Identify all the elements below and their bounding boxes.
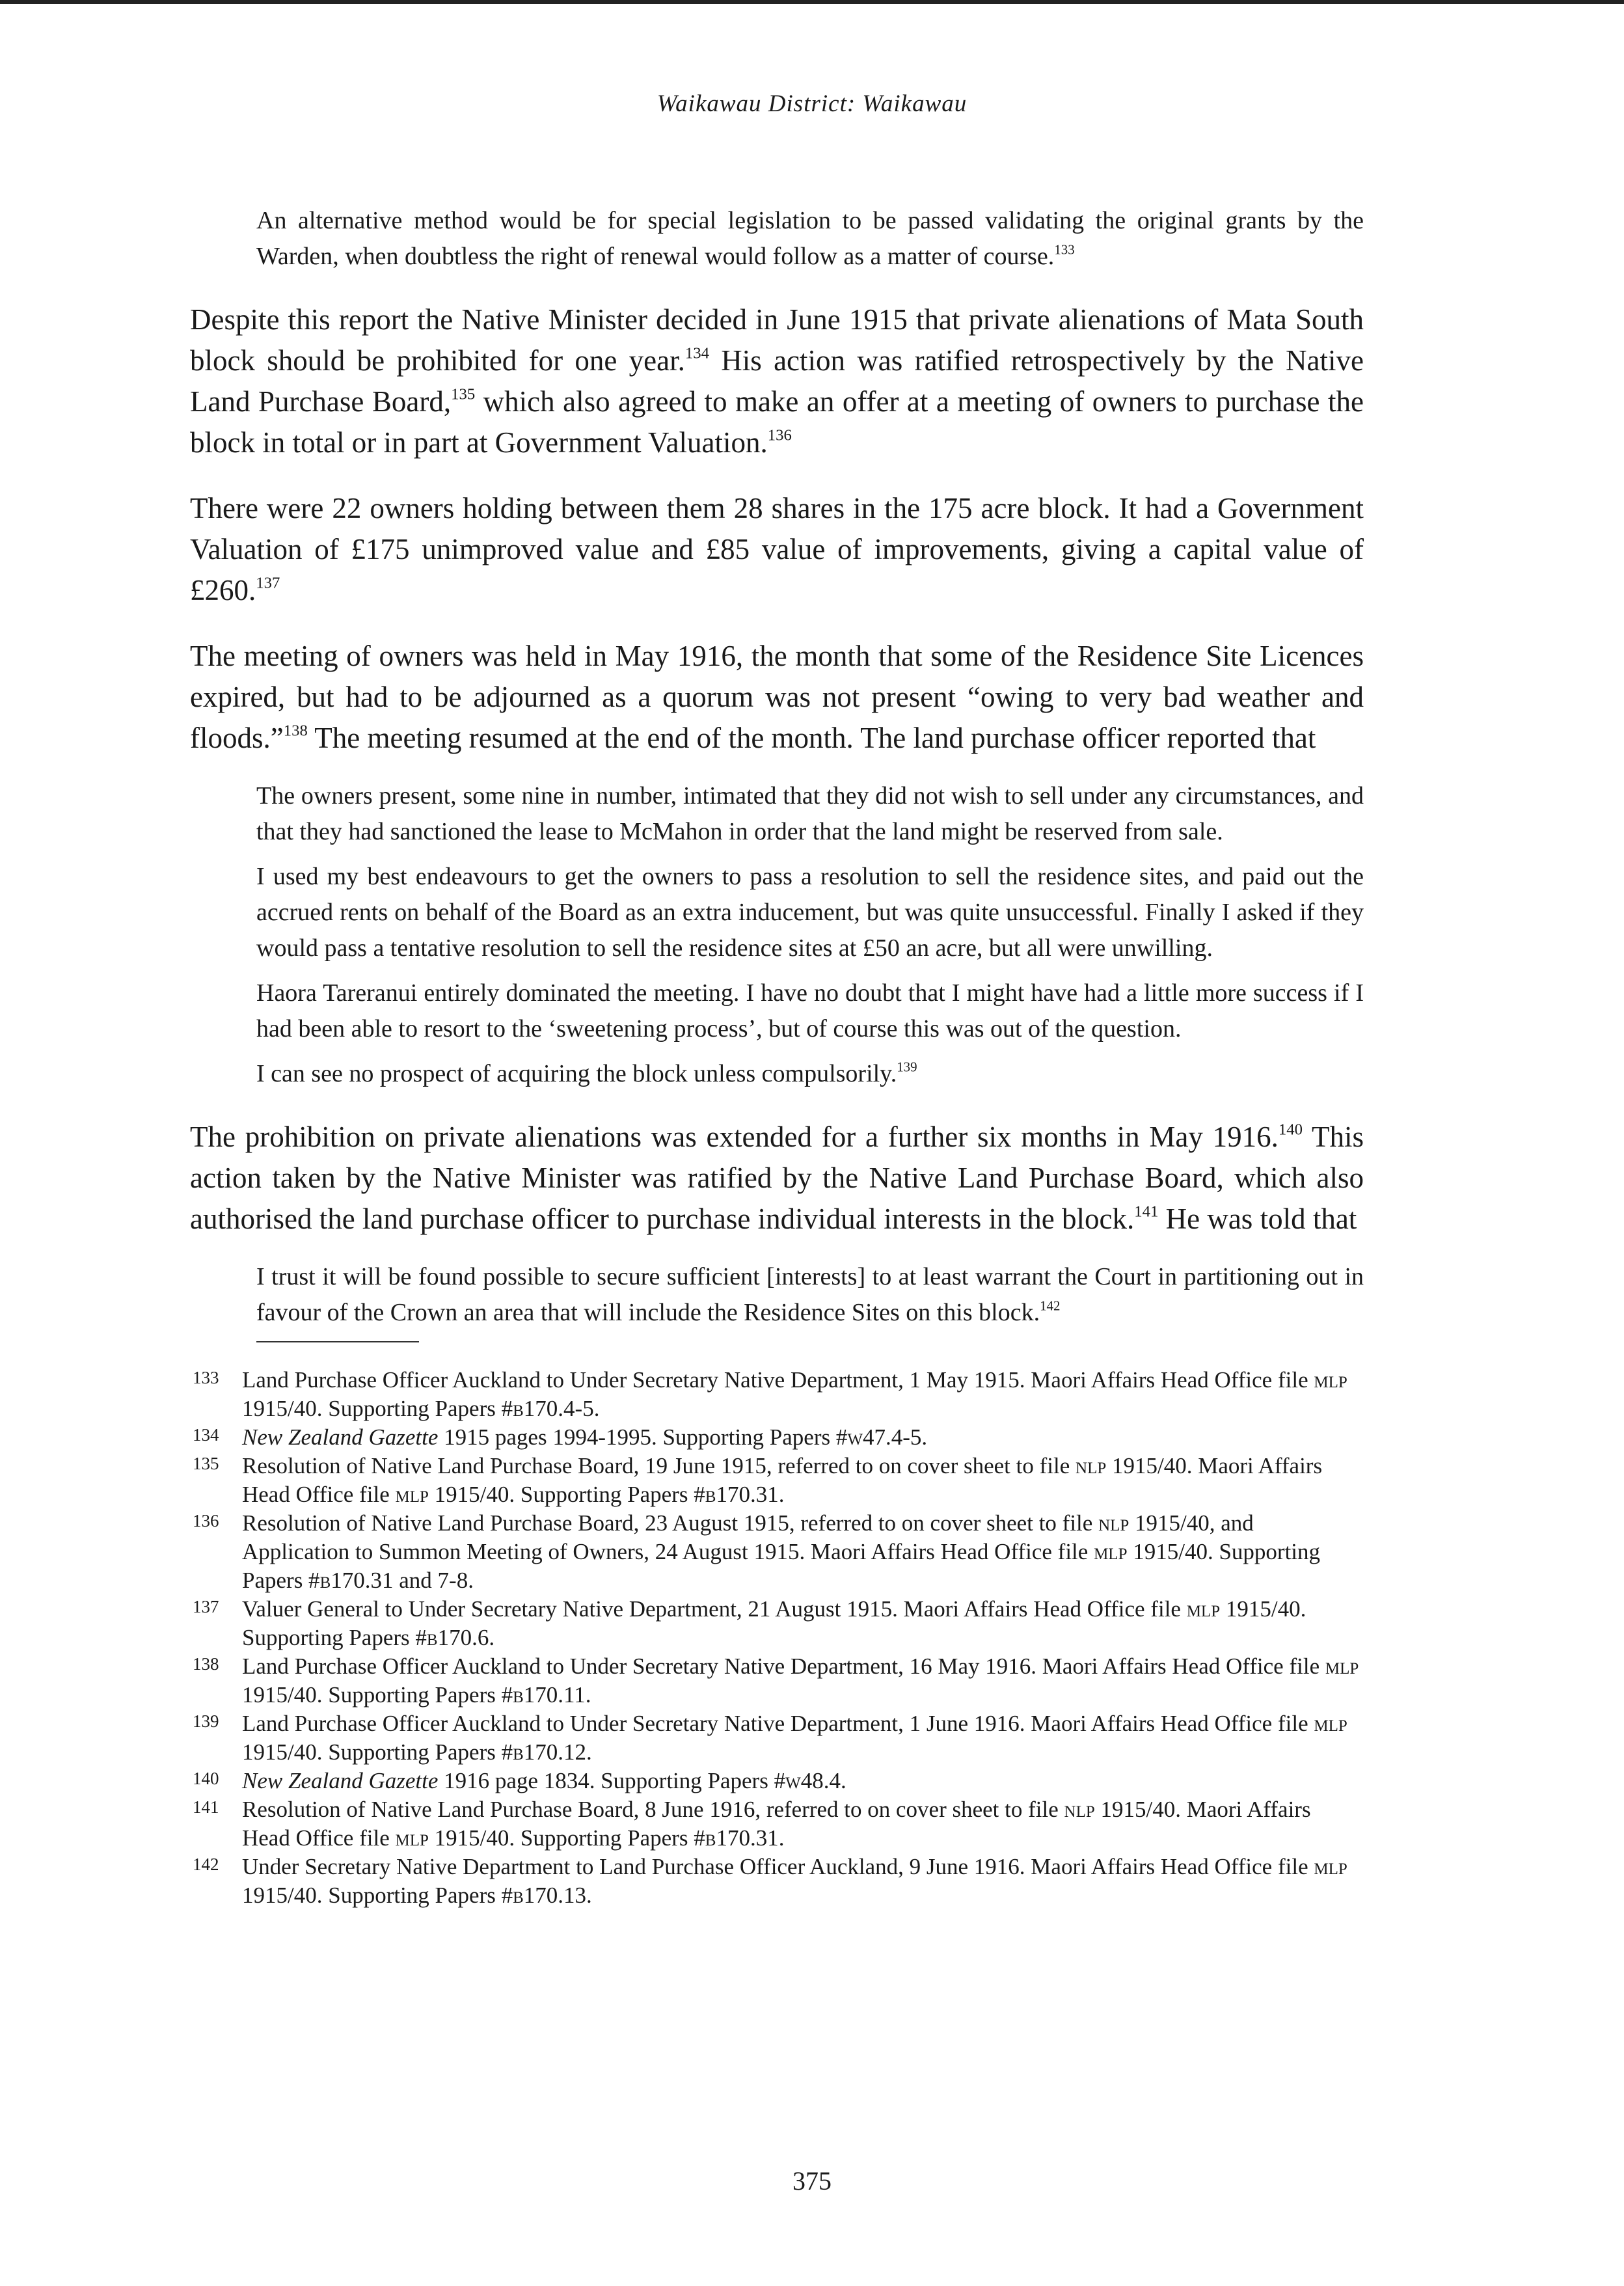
footnotes-list [190, 1366, 1364, 1910]
footnote [190, 1853, 1364, 1910]
body-paragraph: Despite this report the Native Minister decided in June 1915 that private alienations of Mata South block should be prohibited for one year.$^{134}$ His action was ratified retrospectively by the Native Land Purchase Board,$^{135}$ which also agreed to make an offer at a meeting of owners to purchase the block in total or in part at Government Valuation.$^{136}$ [190, 303, 1364, 459]
small-caps-text: mlp [1314, 1367, 1347, 1393]
block-quote: The owners present, some nine in number, intimated that they did not wish to sell under any circumstances, and that they had sanctioned the lease to McMahon in order that the land might be reserved from sale. [256, 782, 1364, 845]
block-quote: Haora Tareranui entirely dominated the meeting. I have no doubt that I might have had a little more success if I had been able to resort to the ‘sweetening process’, but of course this was out of the question. [256, 979, 1364, 1042]
footnote-reference: 136 [767, 426, 792, 444]
block-quote: I trust it will be found possible to secure sufficient [interests] to at least warrant the Court in partitioning out in favour of the Crown an area that will include the Residence Sites on this block.$^{142}$ [256, 1263, 1364, 1326]
footnote [190, 1795, 1364, 1853]
small-caps-text: mlp [395, 1825, 429, 1851]
block-quote: An alternative method would be for special legislation to be passed validating the original grants by the Warden, when doubtless the right of renewal would follow as a matter of course.$^{133}$ [256, 207, 1364, 270]
footnote [190, 1423, 1364, 1452]
body-paragraph: The meeting of owners was held in May 1916, the month that some of the Residence Site Licences expired, but had to be adjourned as a quorum was not present “owing to very bad weather and floods.”$^{138}$ The meeting resumed at the end of the month. The land purchase officer reported that [190, 640, 1364, 754]
small-caps-text: w [785, 1768, 801, 1793]
footnote-reference: 142 [1040, 1298, 1061, 1314]
footnote-number: 138 [193, 1654, 219, 1674]
footnote-text: Resolution of Native Land Purchase Board, 8 June 1916, referred to on cover sheet to file nlp 1915/40. Maori Affairs Head Office file mlp 1915/40. Supporting Papers #b170.31. [242, 1797, 1311, 1851]
footnote-text: Land Purchase Officer Auckland to Under Secretary Native Department, 1 May 1915. Maori Affairs Head Office file mlp 1915/40. Supporting Papers #b170.4-5. [242, 1367, 1347, 1421]
footnote-reference: 141 [1134, 1203, 1159, 1221]
footnote-text: Land Purchase Officer Auckland to Under Secretary Native Department, 16 May 1916. Maori Affairs Head Office file mlp 1915/40. Supporting Papers #b170.11. [242, 1653, 1359, 1708]
small-caps-text: mlp [395, 1482, 429, 1507]
small-caps-text: b [513, 1883, 524, 1908]
footnote-number: 142 [193, 1855, 219, 1874]
small-caps-text: b [426, 1625, 438, 1650]
small-caps-text: mlp [1094, 1539, 1128, 1564]
small-caps-text: b [705, 1825, 716, 1851]
footnote-separator [256, 1341, 419, 1342]
footnote [190, 1366, 1364, 1423]
small-caps-text: b [513, 1682, 524, 1708]
footnote-number: 134 [193, 1425, 219, 1445]
small-caps-text: mlp [1314, 1854, 1347, 1879]
page-top-border [0, 0, 1624, 4]
small-caps-text: b [513, 1396, 524, 1421]
footnote-number: 139 [193, 1711, 219, 1731]
footnote-reference: 138 [283, 722, 308, 740]
footnote-reference: 135 [451, 385, 476, 403]
small-caps-text: mlp [1186, 1596, 1221, 1622]
footnote-reference: 133 [1054, 241, 1075, 258]
small-caps-text: nlp [1076, 1453, 1107, 1478]
footnote [190, 1767, 1364, 1795]
footnote-number: 135 [193, 1454, 219, 1473]
footnote [190, 1652, 1364, 1709]
small-caps-text: b [513, 1739, 524, 1765]
small-caps-text: nlp [1064, 1797, 1095, 1822]
block-quote: I can see no prospect of acquiring the block unless compulsorily.$^{139}$ [256, 1059, 917, 1087]
italic-text: New Zealand Gazette [242, 1768, 439, 1793]
page-content [190, 203, 1364, 1910]
block-quote: I used my best endeavours to get the owners to pass a resolution to sell the residence sites, and paid out the accrued rents on behalf of the Board as an extra inducement, but was quite unsuccessful. Finally I asked if they would pass a tentative resolution to sell the residence sites at £50 an acre, but all were unwilling. [256, 863, 1364, 962]
footnote-reference: 137 [256, 574, 280, 592]
small-caps-text: b [319, 1568, 331, 1593]
footnote [190, 1509, 1364, 1595]
footnote-text: New Zealand Gazette 1916 page 1834. Supporting Papers #w48.4. [242, 1768, 846, 1793]
small-caps-text: b [705, 1482, 716, 1507]
footnote-number: 141 [193, 1797, 219, 1817]
footnote-text: Valuer General to Under Secretary Native Department, 21 August 1915. Maori Affairs Head Office file mlp 1915/40. Supporting Papers #b170.6. [242, 1596, 1306, 1650]
body-paragraph: There were 22 owners holding between them 28 shares in the 175 acre block. It had a Government Valuation of £175 unimproved value and £85 value of improvements, giving a capital value of £260.$^{137}$ [190, 492, 1364, 606]
footnote-text: Land Purchase Officer Auckland to Under Secretary Native Department, 1 June 1916. Maori Affairs Head Office file mlp 1915/40. Supporting Papers #b170.12. [242, 1711, 1347, 1765]
footnote-text: Resolution of Native Land Purchase Board, 19 June 1915, referred to on cover sheet to file nlp 1915/40. Maori Affairs Head Office file mlp 1915/40. Supporting Papers #b170.31. [242, 1453, 1323, 1507]
small-caps-text: mlp [1325, 1653, 1359, 1679]
body-paragraph: The prohibition on private alienations was extended for a further six months in May 1916.$^{140}$ This action taken by the Native Minister was ratified by the Native Land Purchase Board, which also authorised the land purchase officer to purchase individual interests in the block.$^{141}$ He was told that [190, 1121, 1364, 1235]
footnote-text: New Zealand Gazette 1915 pages 1994-1995. Supporting Papers #w47.4-5. [242, 1424, 928, 1450]
footnote-text: Under Secretary Native Department to Land Purchase Officer Auckland, 9 June 1916. Maori Affairs Head Office file mlp 1915/40. Supporting Papers #b170.13. [242, 1854, 1347, 1908]
footnote-reference: 134 [684, 344, 709, 362]
footnote-reference: 139 [897, 1059, 917, 1075]
footnote-number: 133 [193, 1368, 219, 1387]
footnote-number: 136 [193, 1511, 219, 1531]
footnote [190, 1452, 1364, 1509]
small-caps-text: nlp [1098, 1510, 1130, 1536]
footnote-number: 137 [193, 1597, 219, 1616]
footnote [190, 1709, 1364, 1767]
footnote-text: Resolution of Native Land Purchase Board, 23 August 1915, referred to on cover sheet to file nlp 1915/40, and Application to Summon Meeting of Owners, 24 August 1915. Maori Affairs Head Office file mlp 1915/40. Supporting Papers #b170.31 and 7-8. [242, 1510, 1321, 1593]
page-number: 375 [792, 2166, 832, 2196]
footnote-reference: 140 [1278, 1121, 1303, 1139]
small-caps-text: mlp [1314, 1711, 1347, 1736]
small-caps-text: w [847, 1424, 863, 1450]
footnote [190, 1595, 1364, 1652]
italic-text: New Zealand Gazette [242, 1424, 439, 1450]
footnote-number: 140 [193, 1769, 219, 1788]
running-header: Waikawau District: Waikawau [656, 90, 968, 117]
